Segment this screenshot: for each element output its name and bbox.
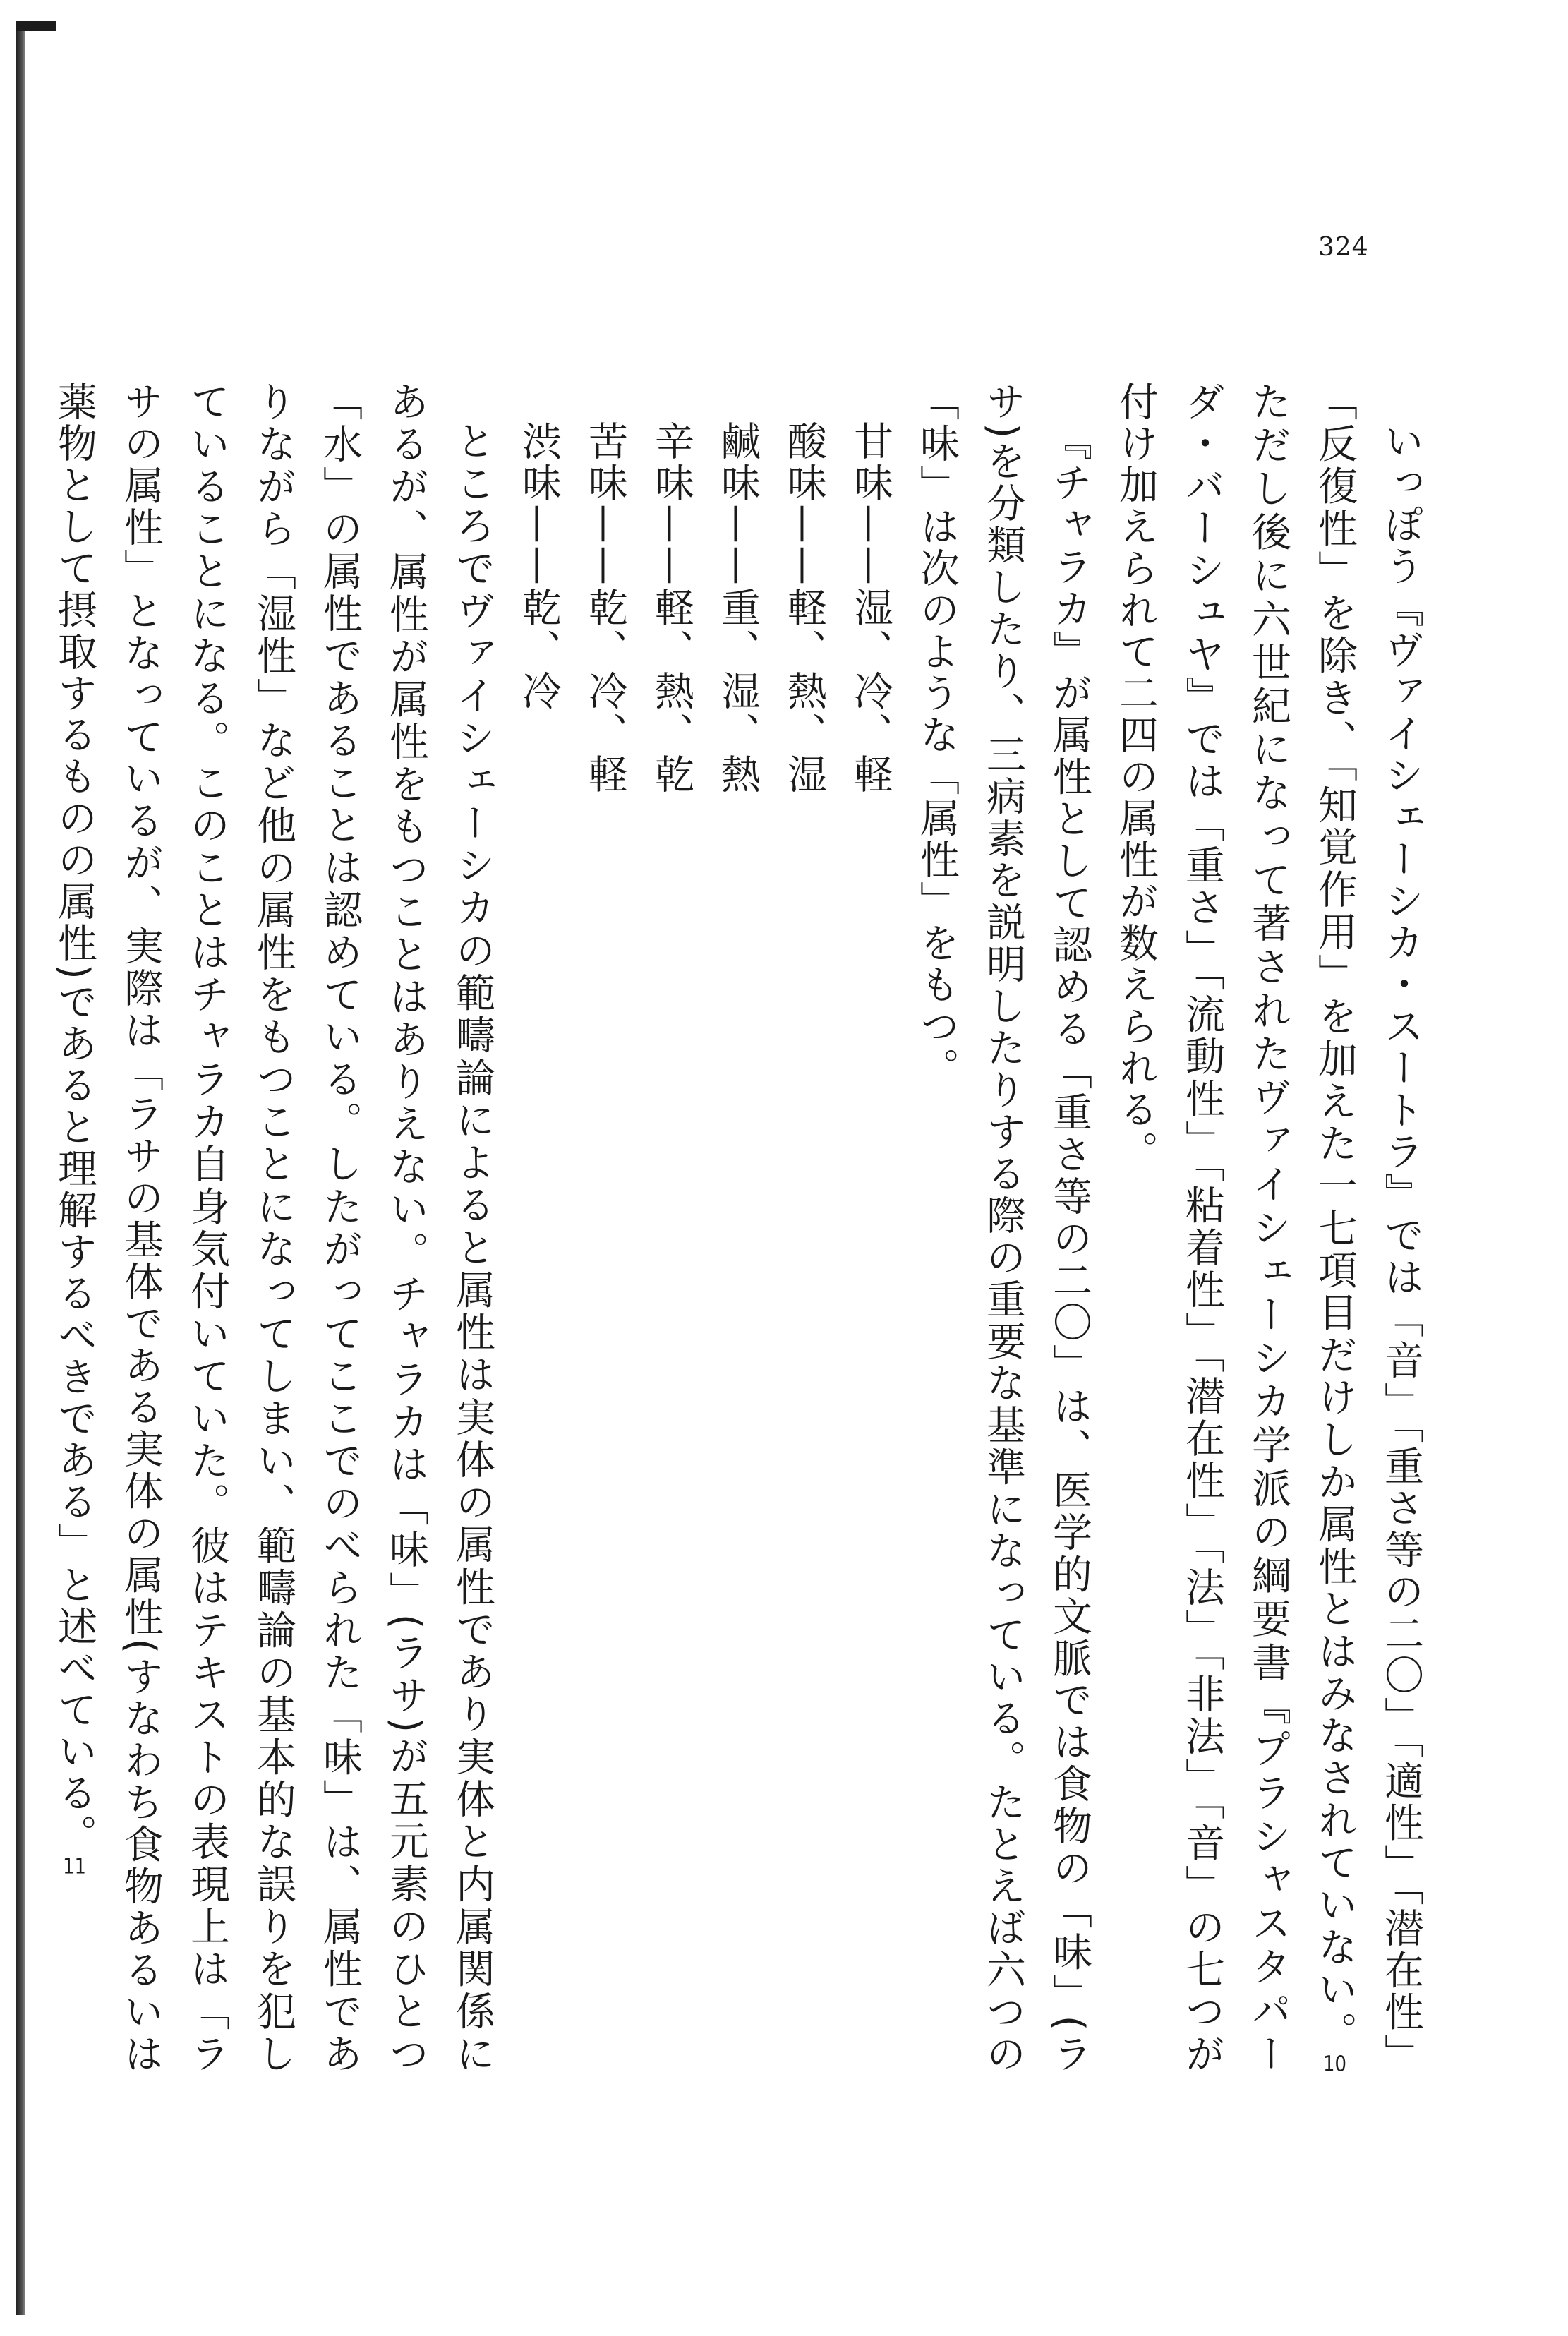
taste-dash: —— [715, 504, 761, 587]
taste-row [638, 421, 704, 2075]
taste-properties: 乾、冷 [516, 587, 562, 712]
vertical-text-body [23, 381, 1434, 2075]
taste-dash: —— [649, 504, 694, 587]
footnote-marker-10: 10 [1323, 2054, 1346, 2076]
taste-row [837, 421, 903, 2075]
taste-dash: —— [781, 504, 827, 587]
taste-row [704, 421, 771, 2075]
taste-name: 鹹味 [715, 421, 761, 504]
taste-row [505, 421, 572, 2075]
paragraph-3 [41, 381, 505, 2075]
binding-corner-shadow [16, 21, 56, 31]
taste-dash: —— [848, 504, 893, 587]
taste-row [771, 421, 837, 2075]
paragraph-1-text-b: ただし後に六世紀になって著されたヴァイシェーシカ学派の綱要書『プラシャスタパーダ・バーシュヤ』では「重さ」「流動性」「粘着性」「潜在性」「法」「非法」「音」の七つが付け加えられて二四の属性が数えられる。 [1113, 381, 1291, 2075]
taste-properties: 乾、冷、軽 [582, 587, 628, 795]
paragraph-1 [1102, 381, 1434, 2075]
taste-name: 酸味 [781, 421, 827, 504]
taste-name: 甘味 [848, 421, 893, 504]
taste-properties: 軽、熱、湿 [781, 587, 827, 795]
taste-name: 辛味 [649, 421, 694, 504]
taste-properties: 湿、冷、軽 [848, 587, 893, 795]
paragraph-1-text-a: いっぽう『ヴァイシェーシカ・スートラ』では「音」「重さ等の二〇」「適性」「潜在性」「反復性」を除き、「知覚作用」を加えた一七項目だけしか属性とはみなされていない。 [1312, 381, 1424, 2075]
page-number: 324 [1318, 233, 1369, 262]
taste-name: 苦味 [582, 421, 628, 504]
paragraph-2: 『チャラカ』が属性として認める「重さ等の二〇」は、医学的文脈では食物の「味」(ラサ)を分類したり、三病素を説明したりする際の重要な基準になっている。たとえば六つの「味」は次のような「属性」をもつ。 [914, 381, 1092, 2075]
taste-list [505, 381, 903, 2075]
taste-row [572, 421, 638, 2075]
taste-properties: 重、湿、熱 [715, 587, 761, 795]
footnote-marker-11: 11 [63, 1855, 86, 1877]
taste-dash: —— [582, 504, 628, 587]
taste-properties: 軽、熱、乾 [649, 587, 694, 795]
taste-dash: —— [516, 504, 562, 587]
paragraph-3-text-a: ところでヴァイシェーシカの範疇論によると属性は実体の属性であり実体と内属関係にあるが、属性が属性をもつことはありえない。チャラカは「味」(ラサ)が五元素のひとつ「水」の属性であることは認めている。したがってここでのべられた「味」は、属性でありながら「湿性」など他の属性をもつことになってしまい、範疇論の基本的な誤りを犯していることになる。このことはチャラカ自身気付いていた。彼はテキストの表現上は「ラサの属性」となっているが、実際は「ラサの基体である実体の属性(すなわち食物あるいは薬物として摂取するものの属性)であると理解するべきである」と述べている。 [52, 381, 495, 2076]
taste-name: 渋味 [516, 421, 562, 504]
